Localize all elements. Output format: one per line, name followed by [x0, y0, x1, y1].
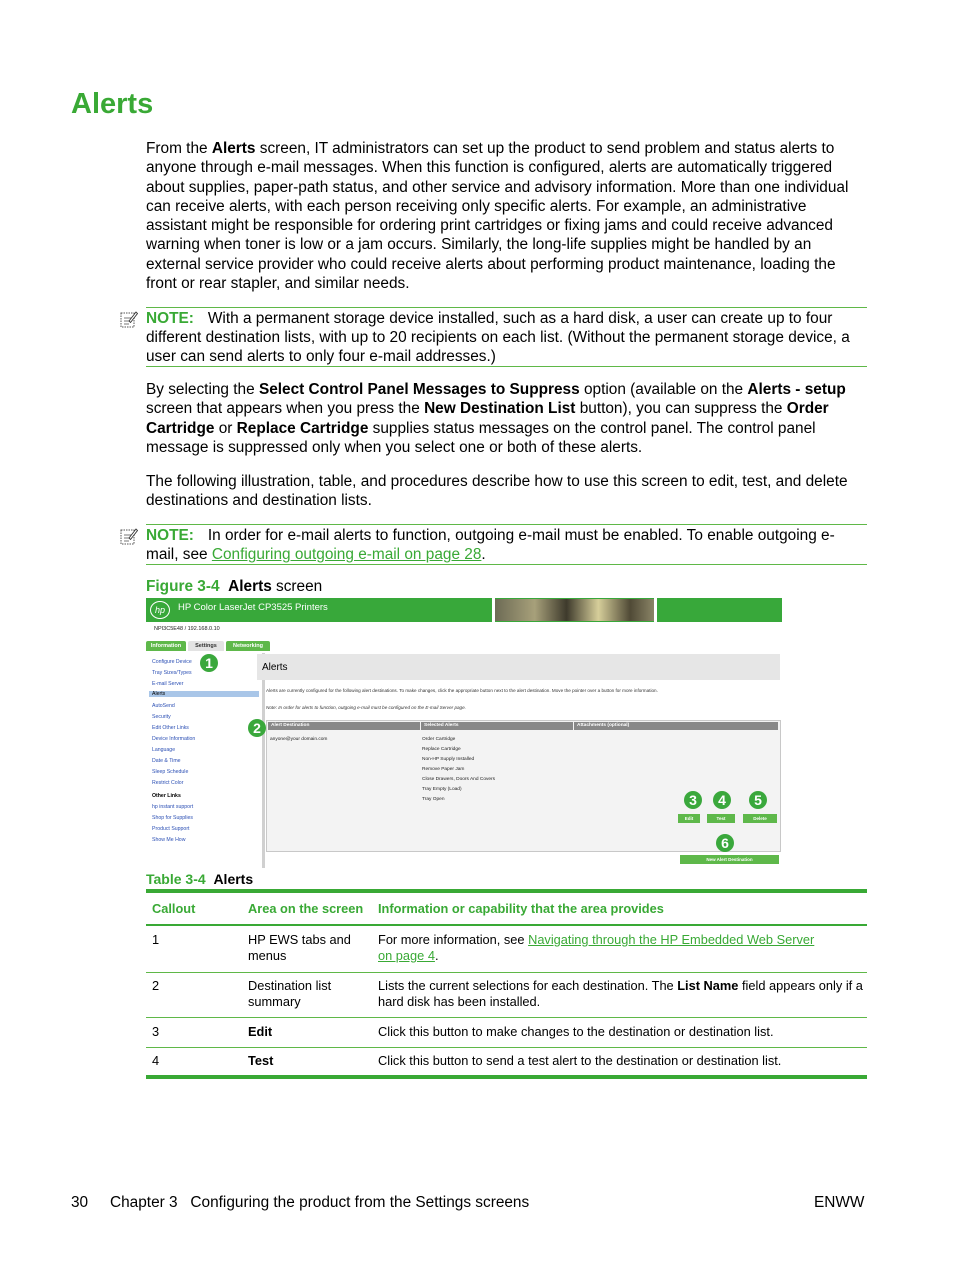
sidebar-item-language[interactable]: Language: [152, 747, 176, 753]
selected-alert: Replace Cartridge: [422, 747, 461, 752]
new-alert-destination-button[interactable]: New Alert Destination: [680, 855, 779, 864]
figure-label: Figure 3-4: [146, 578, 220, 595]
screen-note: Note: In order for alerts to function, outgoing e-mail must be configured on the E-mail Server page.: [266, 705, 466, 710]
callout-2: 2: [248, 719, 266, 737]
table-cell-area: Destination list summary: [248, 978, 332, 1009]
figure-bold: Alerts: [228, 578, 272, 595]
screen-description: Alerts are currently configured for the following alert destinations. To make changes, click the appropriate button next to the alert destination. Move the pointer over a button for more information.: [266, 688, 658, 693]
p2-text: screen that appears when you press the: [146, 400, 425, 418]
footer-right: ENWW: [814, 1194, 865, 1211]
p2-bold: Order Cartridge: [146, 400, 829, 437]
intro-lead: From the: [146, 140, 212, 157]
destination-email: anyone@your domain.com: [270, 737, 328, 742]
table-cell-callout: 3: [152, 1024, 160, 1039]
table-row-rule: [146, 1047, 867, 1048]
p2-bold: Select Control Panel Messages to Suppress: [258, 381, 580, 398]
table-cell-info: Click this button to send a test alert to the destination or destination list.: [378, 1053, 782, 1068]
table-cell-callout: 1: [152, 932, 160, 947]
note-icon: [120, 527, 138, 545]
sidebar-item-date-time[interactable]: Date & Time: [152, 758, 181, 764]
footer-chapter: Chapter 3 Configuring the product from the Settings screens: [110, 1194, 530, 1211]
callout-3: 3: [684, 791, 702, 809]
figure-rest: screen: [271, 578, 323, 595]
delete-button[interactable]: Delete: [743, 814, 777, 823]
page-number: 30: [71, 1194, 89, 1211]
p2-text: option (available on the: [579, 381, 748, 398]
tab-settings[interactable]: Settings: [188, 641, 224, 651]
tab-networking[interactable]: Networking: [226, 641, 270, 651]
link-shop-for-supplies[interactable]: Shop for Supplies: [152, 815, 193, 821]
note-end: .: [481, 546, 486, 564]
cell-text: field appears only if a hard disk has been installed.: [378, 978, 863, 1009]
link-show-me-how[interactable]: Show Me How: [152, 837, 186, 843]
sidebar-item-autosend[interactable]: AutoSend: [152, 703, 175, 709]
selected-alert: Order Cartridge: [422, 737, 456, 742]
table-cell-area: Test: [248, 1053, 274, 1068]
table-header-rule: [146, 924, 867, 926]
note-box-2: [146, 524, 867, 565]
table-cell-info: [378, 978, 863, 1010]
navigating-ews-link[interactable]: Navigating through the HP Embedded Web Server on page 4: [378, 932, 815, 963]
table-cell-area: Edit: [248, 1024, 273, 1039]
screen-title: Alerts: [262, 662, 288, 673]
column-header: Alert Destination: [268, 722, 420, 730]
page-title: Alerts: [71, 88, 154, 120]
test-button[interactable]: Test: [707, 814, 735, 823]
selected-alert: Non-HP Supply Installed: [422, 757, 475, 762]
p2-bold: Replace Cartridge: [236, 419, 369, 437]
cell-text: For more information, see: [378, 932, 529, 947]
sidebar-item-restrict-color[interactable]: Restrict Color: [152, 780, 184, 786]
figure-caption: [146, 578, 322, 596]
column-header: Selected Alerts: [421, 722, 573, 730]
column-header: Attachments (optional): [574, 722, 778, 730]
table-label: Table 3-4: [146, 871, 206, 887]
product-title: HP Color LaserJet CP3525 Printers: [178, 602, 328, 613]
selected-alert: Close Drawers, Doors And Covers: [422, 777, 496, 782]
sidebar-item-security[interactable]: Security: [152, 714, 171, 720]
suppress-paragraph: [146, 380, 868, 457]
selected-alert: Tray Open: [422, 797, 445, 802]
table-bottom-rule: [146, 1075, 867, 1079]
header-photo: [495, 599, 654, 621]
table-header-info: Information or capability that the area provides: [378, 901, 664, 916]
alerts-screenshot: [146, 598, 782, 868]
sidebar-item-sleep-schedule[interactable]: Sleep Schedule: [152, 769, 189, 775]
table-cell-info: [378, 932, 823, 964]
cell-text: .: [434, 948, 439, 963]
table-row-rule: [146, 1017, 867, 1018]
table-row-rule: [146, 972, 867, 973]
sidebar-item-device-information[interactable]: Device Information: [152, 736, 196, 742]
p2-bold: New Destination List: [424, 400, 576, 418]
p2-text: supplies status messages on the control panel. The control panel message is suppressed only when you select one or both of these alerts.: [146, 419, 816, 456]
table-caption: [146, 871, 253, 887]
sidebar-item-configure-device[interactable]: Configure Device: [152, 659, 192, 665]
p2-text: By selecting the: [146, 381, 259, 398]
table-cell-info: Click this button to make changes to the destination or destination list.: [378, 1024, 774, 1039]
p2-bold: Alerts - setup: [747, 381, 846, 398]
sidebar-item-edit-other-links[interactable]: Edit Other Links: [152, 725, 189, 731]
ews-header: [146, 598, 782, 622]
sidebar-item-alerts[interactable]: Alerts: [149, 691, 259, 697]
table-cell-callout: 4: [152, 1053, 160, 1068]
other-links-heading: Other Links: [152, 793, 181, 799]
settings-sidebar: [146, 653, 265, 868]
table-top-rule: [146, 889, 867, 893]
device-ip: NPI3C5E48 / 192.168.0.10: [154, 626, 220, 632]
table-header-area: Area on the screen: [248, 901, 364, 916]
p2-text: button), you can suppress the: [575, 400, 787, 418]
sidebar-item-tray-sizes[interactable]: Tray Sizes/Types: [152, 670, 192, 676]
callout-5: 5: [749, 791, 767, 809]
note-label: NOTE:: [146, 527, 194, 544]
table-title: Alerts: [213, 871, 254, 887]
hp-logo: hp: [150, 601, 170, 619]
link-hp-instant-support[interactable]: hp instant support: [152, 804, 194, 810]
table-header-callout: Callout: [152, 901, 196, 916]
edit-button[interactable]: Edit: [678, 814, 700, 823]
link-product-support[interactable]: Product Support: [152, 826, 190, 832]
note-text: With a permanent storage device installed, such as a hard disk, a user can create up to four different destination lists, with up to 20 recipients on each list. (Without the permanent storage device, a user can send alerts to only four e-mail addresses.): [146, 310, 850, 366]
p2-text: or: [214, 419, 237, 437]
intro-paragraph: [146, 139, 868, 293]
tab-information[interactable]: Information: [146, 641, 186, 651]
header-divider: [654, 598, 657, 622]
cell-bold: List Name: [677, 978, 739, 993]
callout-6: 6: [716, 834, 734, 852]
table-cell-area: HP EWS tabs and menus: [248, 932, 351, 963]
destination-list: [266, 720, 781, 852]
illustration-paragraph: The following illustration, table, and procedures describe how to use this screen to edit, test, and delete destinations and destination lists.: [146, 473, 848, 510]
intro-bold: Alerts: [211, 140, 256, 157]
selected-alert: Remove Paper Jam: [422, 767, 465, 772]
note-text: In order for e-mail alerts to function, outgoing e-mail must be enabled. To enable outgoing e-mail, see: [146, 527, 835, 564]
note-box-1: [146, 307, 867, 367]
cell-text: Lists the current selections for each destination. The: [378, 978, 678, 993]
sidebar-item-email-server[interactable]: E-mail Server: [152, 681, 184, 687]
screen-title-bar: [257, 654, 780, 680]
table-cell-callout: 2: [152, 978, 160, 993]
configuring-email-link[interactable]: Configuring outgoing e-mail on page 28: [211, 546, 482, 564]
note-icon: [120, 310, 138, 328]
note-label: NOTE:: [146, 310, 194, 327]
intro-rest: screen, IT administrators can set up the product to send problem and status alerts to anyone through e-mail messages. When this function is configured, alerts are automatically triggered about supplies, paper-path status, and other service and advisory information. More than one individual can receive alerts, with each person receiving only specific alerts. For example, an administrative assistant might be responsible for ordering print cartridges or fixing jams and could receive advanced warning when toner is low or a jam occurs. Similarly, the long-life supplies might be handled by an external service provider who could receive alerts about performing product maintenance, loading the front or rear stapler, and similar needs.: [146, 140, 849, 293]
callout-4: 4: [713, 791, 731, 809]
selected-alert: Tray Empty (Load): [422, 787, 462, 792]
callout-1: 1: [200, 654, 218, 672]
